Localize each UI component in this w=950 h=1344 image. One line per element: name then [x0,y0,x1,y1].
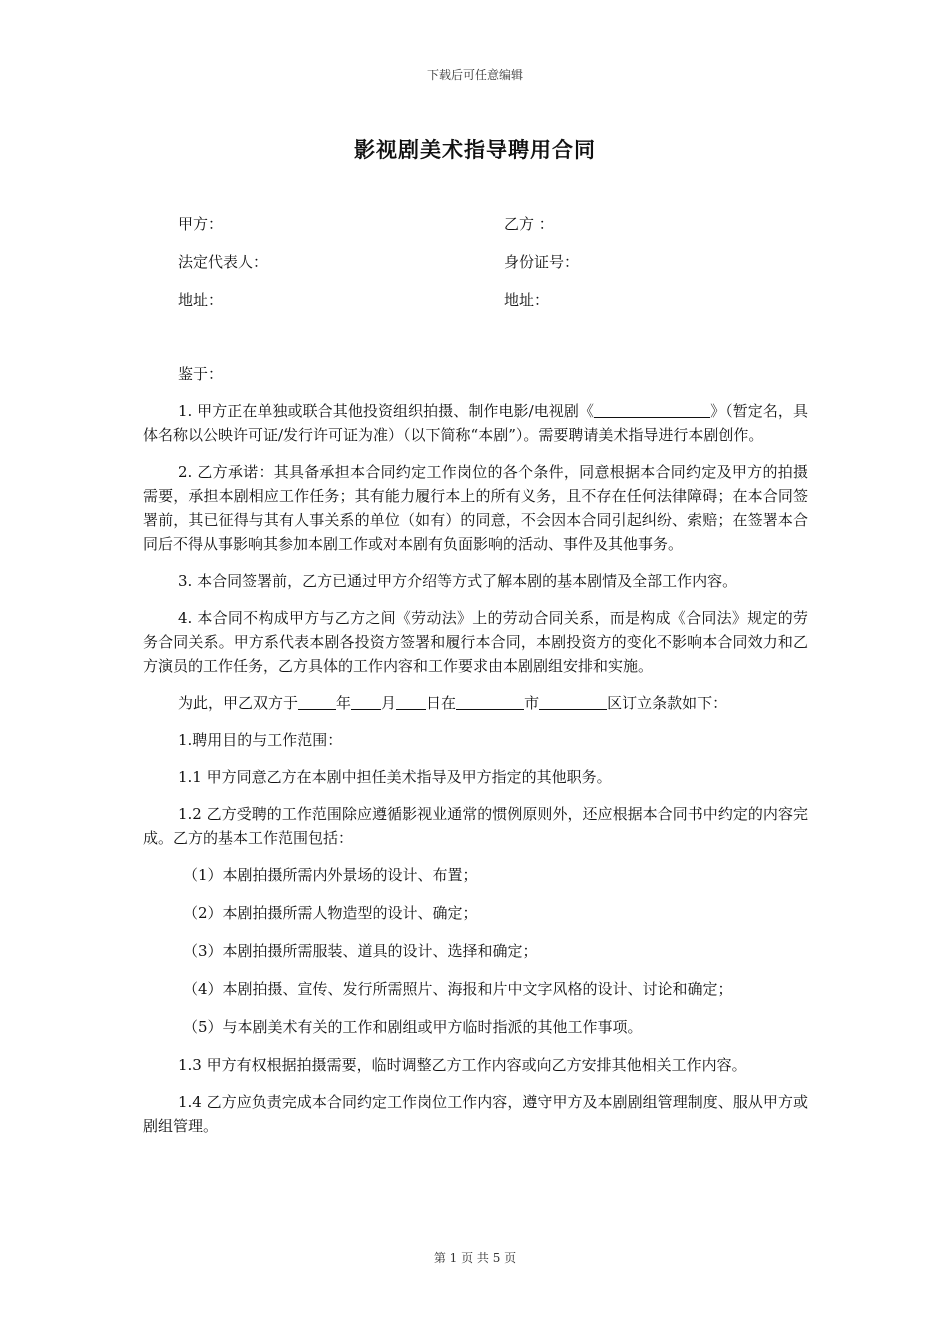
agreement-part1: 为此，甲乙双方于 [178,694,299,712]
party-a-label: 甲方： [178,215,224,233]
address-a-label: 地址： [178,291,224,309]
agreement-line [143,691,808,715]
list-item: （3）本剧拍摄所需服装、道具的设计、选择和确定； [183,942,538,960]
agreement-month: 月 [381,694,397,712]
list-item: （2）本剧拍摄所需人物造型的设计、确定； [183,904,478,922]
party-b-label: 乙方 ： [504,215,554,233]
clause-2: 2. 乙方承诺：其具备承担本合同约定工作岗位的各个条件，同意根据本合同约定及甲方的拍摄需要，承担本剧相应工作任务；其有能力履行本上的所有义务，且不存在任何法律障碍；在本合同签署前，其已征得与其有人事关系的单位（如有）的同意，不会因本合同引起纠纷、索赔；在签署本合同后不得从事影响其参加本剧工作或对本剧有负面影响的活动、事件及其他事务。 [143,463,808,553]
section-1-1: 1.1 甲方同意乙方在本剧中担任美术指导及甲方指定的其他职务。 [178,768,612,786]
agreement-district-tail: 区订立条款如下： [607,694,728,712]
legal-rep-label: 法定代表人： [178,253,269,271]
contract-body [143,362,808,1151]
title-blank [594,401,710,418]
page-footer: 第 1 页 共 5 页 [433,1251,517,1265]
section-1-3: 1.3 甲方有权根据拍摄需要，临时调整乙方工作内容或向乙方安排其他相关工作内容。 [178,1056,747,1074]
party-row-names [178,213,818,251]
agreement-city: 市 [524,694,540,712]
agreement-day-at: 日在 [426,694,457,712]
year-blank [298,693,336,710]
parties-block [178,213,818,327]
clause-4: 4. 本合同不构成甲方与乙方之间《劳动法》上的劳动合同关系，而是构成《合同法》规定的劳务合同关系。甲方系代表本剧各投资方签署和履行本合同，本剧投资方的变化不影响本合同效力和乙方演员的工作任务，乙方具体的工作内容和工作要求由本剧剧组安排和实施。 [143,609,808,675]
clause-1 [143,399,808,447]
document-title: 影视剧美术指导聘用合同 [354,138,596,162]
district-blank [539,693,607,710]
address-b-label: 地址： [504,291,550,309]
city-blank [456,693,524,710]
month-blank [351,693,381,710]
id-number-label: 身份证号： [504,253,580,271]
header-note: 下载后可任意编辑 [426,68,523,82]
section-1-heading: 1.聘用目的与工作范围： [178,731,343,749]
party-row-address [178,289,818,327]
day-blank [396,693,426,710]
section-1-4: 1.4 乙方应负责完成本合同约定工作岗位工作内容，遵守甲方及本剧剧组管理制度、服从甲方或剧组管理。 [143,1093,808,1135]
list-item: （4）本剧拍摄、宣传、发行所需照片、海报和片中文字风格的设计、讨论和确定； [183,980,733,998]
whereas-heading: 鉴于： [178,365,224,383]
list-item: （1）本剧拍摄所需内外景场的设计、布置； [183,866,478,884]
list-item: （5）与本剧美术有关的工作和剧组或甲方临时指派的其他工作事项。 [183,1018,643,1036]
clause-1-post: 》（暂定名，具体名称以公映许可证/发行许可证为准）（以下简称“本剧”）。需要聘请美术指导进行本剧创作。 [143,402,808,444]
clause-3: 3. 本合同签署前，乙方已通过甲方介绍等方式了解本剧的基本剧情及全部工作内容。 [178,572,738,590]
clause-1-pre: 1. 甲方正在单独或联合其他投资组织拍摄、制作电影/电视剧《 [178,402,595,420]
party-row-ids [178,251,818,289]
agreement-year: 年 [336,694,352,712]
section-1-2: 1.2 乙方受聘的工作范围除应遵循影视业通常的惯例原则外，还应根据本合同书中约定的内容完成。乙方的基本工作范围包括： [143,805,808,847]
